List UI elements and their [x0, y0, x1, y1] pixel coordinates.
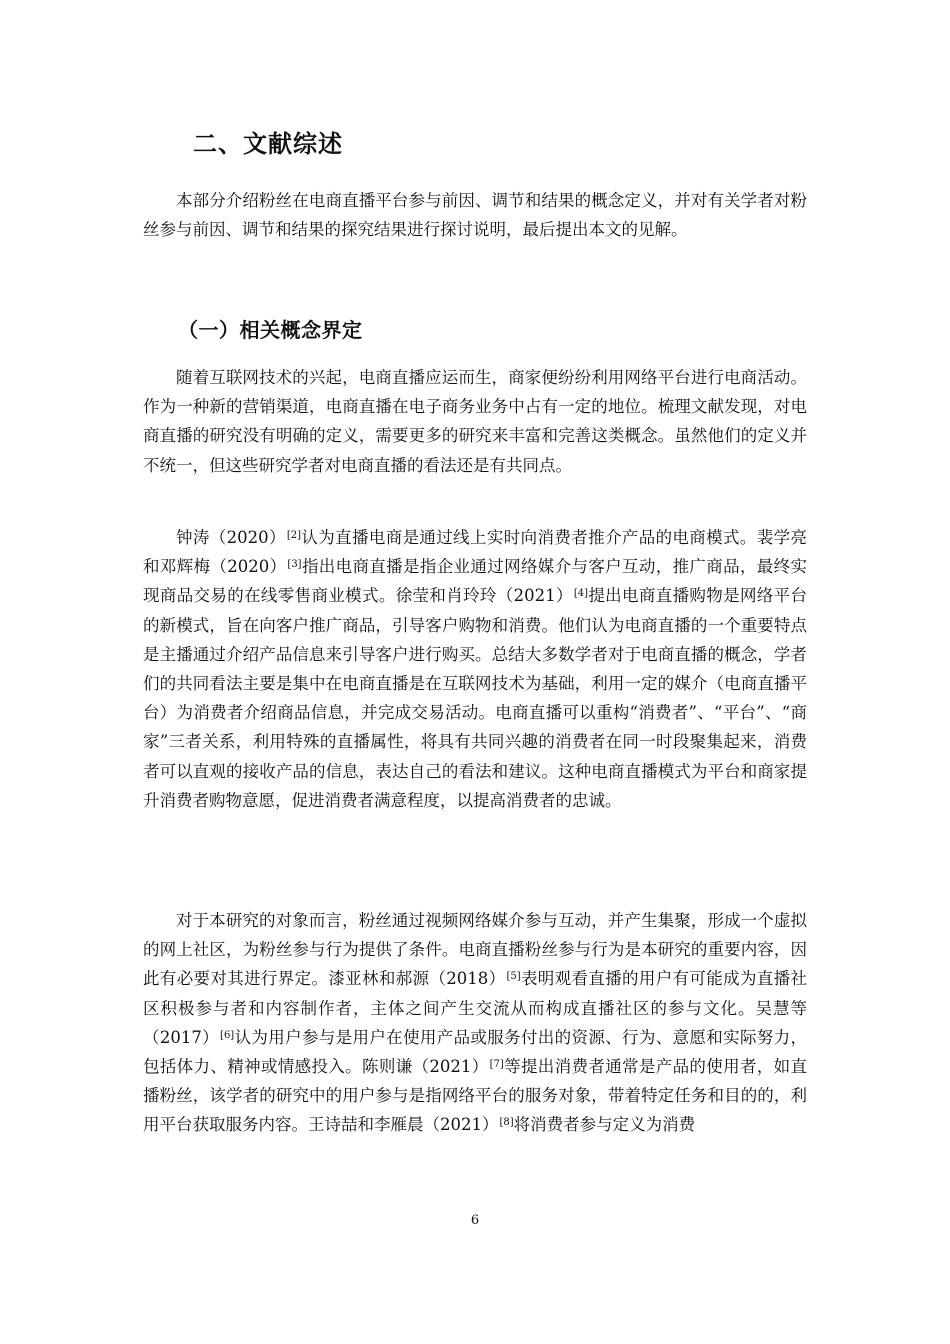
- citation-ref: [2]: [286, 530, 301, 541]
- paragraph-text: 提出电商直播购物是网络平台的新模式，旨在向客户推广商品，引导客户购物和消费。他们认为电商直播的一个重要特点是主播通过介绍产品信息来引导客户进行购买。总结大多数学者对于电商直播的概念，学者们的共同看法主要是集中在电商直播是在互联网技术为基础，利用一定的媒介（电商直播平台）为消费者介绍商品信息，并完成交易活动。电商直播可以重构“消费者”、“平台”、“商家”三者关系，利用特殊的直播属性，将具有共同兴趣的消费者在同一时段聚集起来，消费者可以直观的接收产品的信息，表达自己的看法和建议。这种电商直播模式为平台和商家提升消费者购物意愿，促进消费者满意程度，以提高消费者的忠诚。: [143, 586, 807, 810]
- section-heading: 二、文献综述: [193, 130, 343, 158]
- paragraph-text: 表明观看直播的用户有可能成为直播社区积极参与者和内容制作者，主体之间产生交流从而构成直播社区的参与文化。吴慧等（2017）: [143, 969, 808, 1047]
- paragraph-text: 等提出消费者通常是产品的使用者，如直播粉丝，该学者的研究中的用户参与是指网络平台的服务对象，带着特定任务和目的的，利用平台获取服务内容。王诗喆和李雁晨（2021）: [143, 1057, 808, 1135]
- paragraph-text: 钟涛（2020）: [176, 528, 286, 547]
- citation-ref: [6]: [220, 1029, 235, 1041]
- citation-ref: [3]: [287, 559, 302, 571]
- paragraph-text: 对于本研究的对象而言，粉丝通过视频网络媒介参与互动，并产生集聚，形成一个虚拟的网上社区，为粉丝参与行为提供了条件。电商直播粉丝参与行为是本研究的重要内容，因此有必要对其进行界定。漆亚林和郝源（2018）: [143, 911, 807, 989]
- paragraph-live-commerce-background: 随着互联网技术的兴起，电商直播应运而生，商家便纷纷利用网络平台进行电商活动。作为一种新的营销渠道，电商直播在电子商务业务中占有一定的地位。梳理文献发现，对电商直播的研究没有明确的定义，需要更多的研究来丰富和完善这类概念。虽然他们的定义并不统一，但这些研究学者对电商直播的看法还是有共同点。: [143, 368, 807, 475]
- citation-ref: [8]: [499, 1117, 514, 1129]
- paragraph-text: 将消费者参与定义为消费: [513, 1115, 696, 1135]
- paragraph-live-commerce-definitions: [143, 523, 807, 815]
- paragraph-fan-participation: [143, 906, 807, 1140]
- citation-ref: [4]: [573, 588, 588, 600]
- intro-paragraph: 本部分介绍粉丝在电商直播平台参与前因、调节和结果的概念定义，并对有关学者对粉丝参与前因、调节和结果的探究结果进行探讨说明，最后提出本文的见解。: [143, 191, 807, 240]
- citation-ref: [7]: [489, 1059, 504, 1071]
- paragraph-text: 认为直播电商是通过线上实时向消费者推介产品的电商模式。裴学亮和邓辉梅（2020）: [143, 528, 807, 577]
- paragraph-text: 指出电商直播是指企业通过网络媒介与客户互动，推广商品，最终实现商品交易的在线零售商业模式。徐莹和肖玲玲（2021）: [143, 557, 807, 606]
- citation-ref: [5]: [506, 971, 521, 983]
- paragraph-text: 认为用户参与是用户在使用产品或服务付出的资源、行为、意愿和实际努力，包括体力、精神或情感投入。陈则谦（2021）: [143, 1027, 808, 1077]
- subsection-heading: （一）相关概念界定: [178, 318, 363, 342]
- page-number: 6: [470, 1213, 480, 1228]
